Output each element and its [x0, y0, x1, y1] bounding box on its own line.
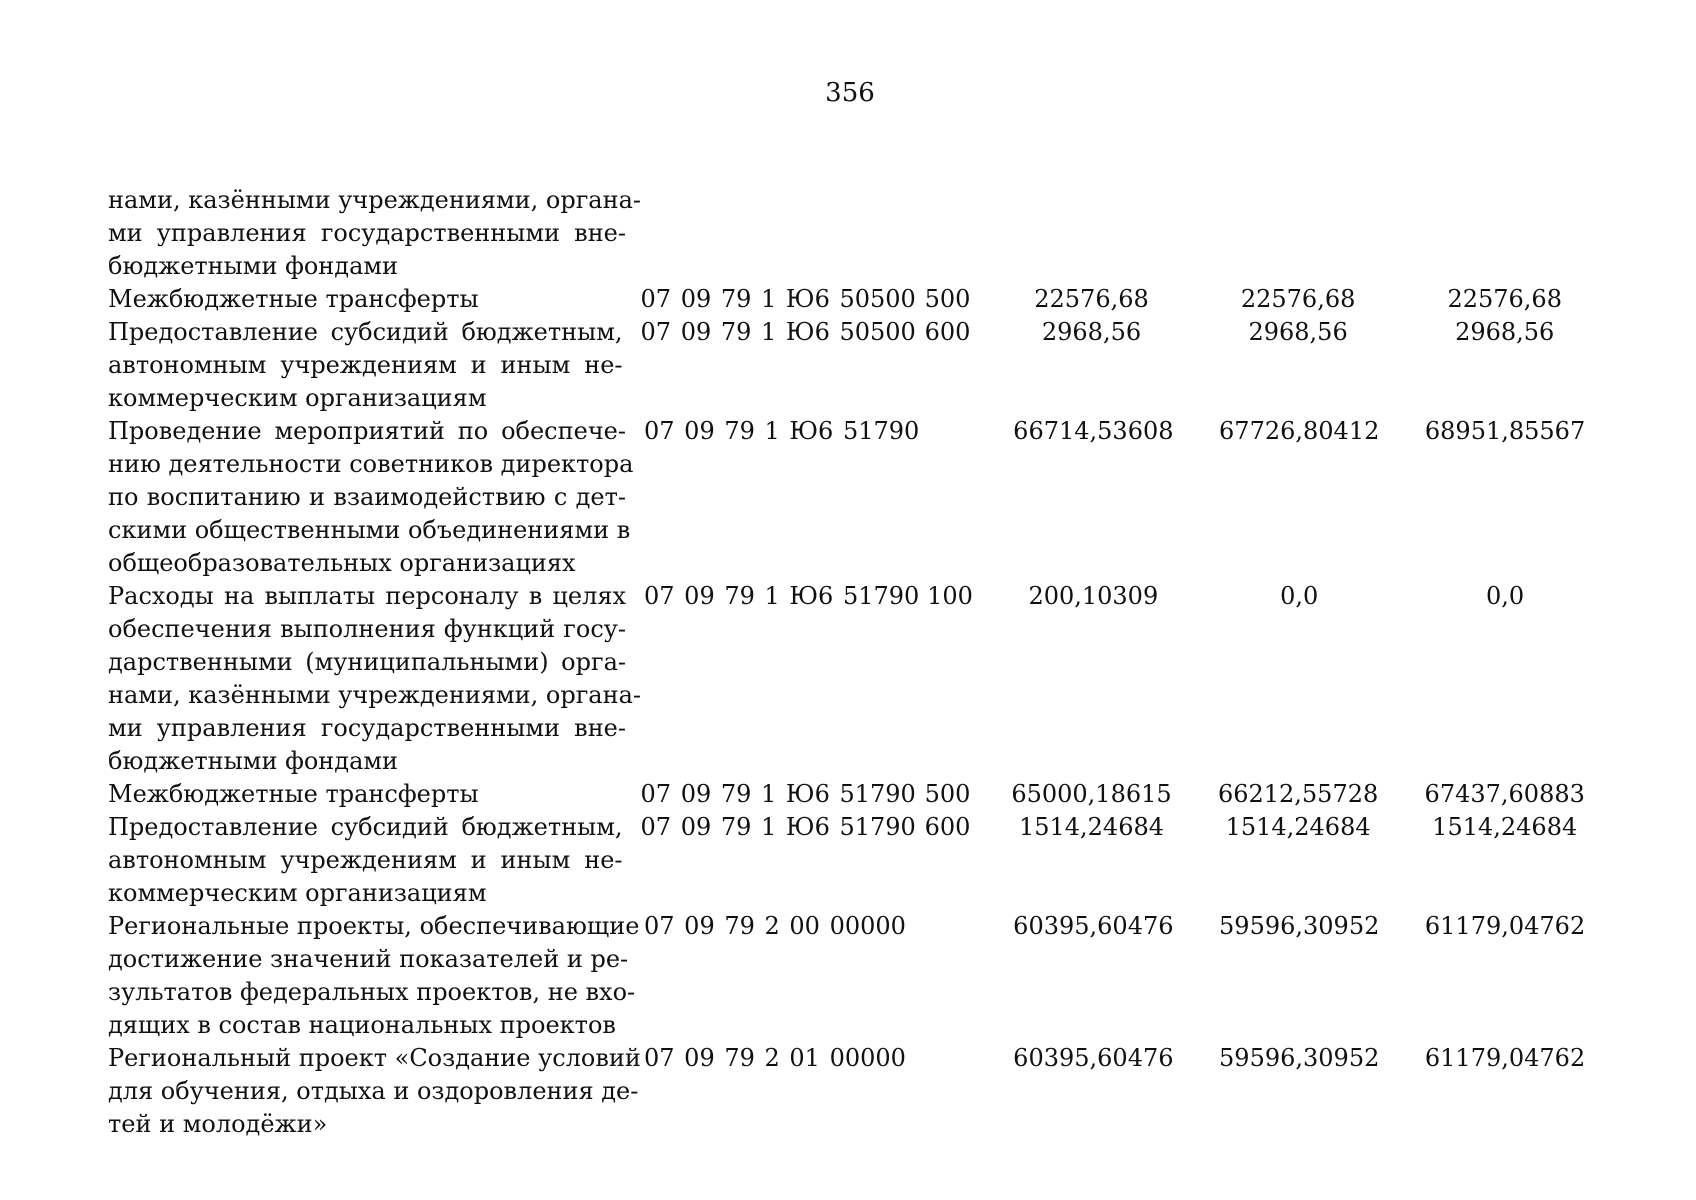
description-line: бюджетными фондами	[108, 747, 399, 775]
amount-year-3: 61179,04762	[1424, 912, 1586, 940]
table-row	[108, 910, 1608, 1042]
expense-type-code: 500	[924, 780, 971, 808]
amount-year-3: 0,0	[1485, 582, 1525, 610]
budget-code: 07 09 79 2 01 00000	[644, 1044, 906, 1072]
amount-year-3: 61179,04762	[1424, 1044, 1586, 1072]
amount-year-2: 1514,24684	[1225, 813, 1371, 841]
description-line: дящих в состав национальных проектов	[108, 1011, 616, 1039]
amount-year-1: 2968,56	[1041, 318, 1142, 346]
description-line: Расходы на выплаты персоналу в целях	[108, 582, 626, 610]
description-line: тей и молодёжи»	[108, 1110, 328, 1138]
description-line: ми управления государственными вне-	[108, 714, 626, 742]
amount-year-1: 200,10309	[1028, 582, 1159, 610]
amount-year-1: 65000,18615	[1011, 780, 1172, 808]
description-line: для обучения, отдыха и оздоровления де-	[108, 1077, 639, 1105]
expense-type-code: 100	[927, 582, 973, 610]
row-description	[108, 316, 623, 415]
expense-type-code: 500	[924, 285, 971, 313]
description-line: коммерческим организациям	[108, 879, 487, 907]
description-line: автономным учреждениям и иным не-	[108, 351, 623, 379]
page-number: 356	[825, 78, 875, 108]
expense-type-code: 600	[924, 813, 971, 841]
expense-type-code: 600	[924, 318, 971, 346]
table-row	[108, 778, 1608, 811]
table-row	[108, 580, 1608, 778]
description-line: достижение значений показателей и ре-	[108, 945, 629, 973]
amount-year-1: 1514,24684	[1018, 813, 1165, 841]
budget-table	[108, 184, 1608, 1141]
amount-year-1: 22576,68	[1034, 285, 1149, 313]
description-line: ми управления государственными вне-	[108, 219, 626, 247]
description-line: общеобразовательных организациях	[108, 549, 576, 577]
amount-year-1: 60395,60476	[1013, 912, 1174, 940]
row-description	[108, 283, 623, 316]
description-line: Проведение мероприятий по обеспече-	[108, 417, 626, 445]
row-description	[108, 811, 623, 910]
description-line: скими общественными объединениями в	[108, 516, 631, 544]
amount-year-2: 2968,56	[1248, 318, 1348, 346]
amount-year-2: 22576,68	[1240, 285, 1356, 313]
description-line: Межбюджетные трансферты	[108, 780, 479, 808]
description-line: бюджетными фондами	[108, 252, 399, 280]
row-description	[108, 778, 623, 811]
amount-year-2: 67726,80412	[1219, 417, 1380, 445]
description-line: по воспитанию и взаимодействию с дет-	[108, 483, 626, 511]
description-line: нами, казёнными учреждениями, органа-	[108, 681, 641, 709]
amount-year-2: 59596,30952	[1219, 1044, 1380, 1072]
table-row	[108, 184, 1608, 283]
amount-year-1: 60395,60476	[1013, 1044, 1174, 1072]
amount-year-2: 59596,30952	[1219, 912, 1380, 940]
table-row	[108, 283, 1608, 316]
row-description	[108, 910, 640, 1042]
description-line: дарственными (муниципальными) орга-	[108, 648, 626, 676]
budget-code: 07 09 79 1 Ю6 51790	[644, 417, 920, 445]
table-row	[108, 316, 1608, 415]
description-line: нами, казёнными учреждениями, органа-	[108, 186, 641, 214]
description-line: коммерческим организациям	[108, 384, 487, 412]
description-line: Региональный проект «Создание условий	[108, 1044, 641, 1072]
table-row	[108, 1042, 1608, 1141]
amount-year-2: 66212,55728	[1217, 780, 1379, 808]
table-row	[108, 811, 1608, 910]
budget-code: 07 09 79 1 Ю6 51790	[640, 780, 916, 808]
description-line: автономным учреждениям и иным не-	[108, 846, 623, 874]
description-line: Предоставление субсидий бюджетным,	[108, 318, 623, 346]
amount-year-2: 0,0	[1280, 582, 1319, 610]
amount-year-3: 67437,60883	[1424, 780, 1585, 808]
amount-year-3: 2968,56	[1455, 318, 1555, 346]
row-description	[108, 184, 641, 283]
description-line: Предоставление субсидий бюджетным,	[108, 813, 623, 841]
amount-year-3: 68951,85567	[1424, 417, 1586, 445]
budget-code: 07 09 79 1 Ю6 51790	[644, 582, 920, 610]
row-description	[108, 580, 641, 778]
table-row	[108, 415, 1608, 580]
amount-year-3: 22576,68	[1447, 285, 1562, 313]
amount-year-3: 1514,24684	[1432, 813, 1578, 841]
description-line: обеспечения выполнения функций госу-	[108, 615, 626, 643]
description-line: Межбюджетные трансферты	[108, 285, 479, 313]
description-line: нию деятельности советников директора	[108, 450, 634, 478]
row-description	[108, 415, 634, 580]
description-line: зультатов федеральных проектов, не вхо-	[108, 978, 636, 1006]
description-line: Региональные проекты, обеспечивающие	[108, 912, 640, 940]
budget-code: 07 09 79 1 Ю6 50500	[640, 318, 916, 346]
budget-code: 07 09 79 1 Ю6 51790	[640, 813, 916, 841]
budget-code: 07 09 79 2 00 00000	[644, 912, 906, 940]
row-description	[108, 1042, 641, 1141]
budget-code: 07 09 79 1 Ю6 50500	[640, 285, 916, 313]
amount-year-1: 66714,53608	[1013, 417, 1174, 445]
